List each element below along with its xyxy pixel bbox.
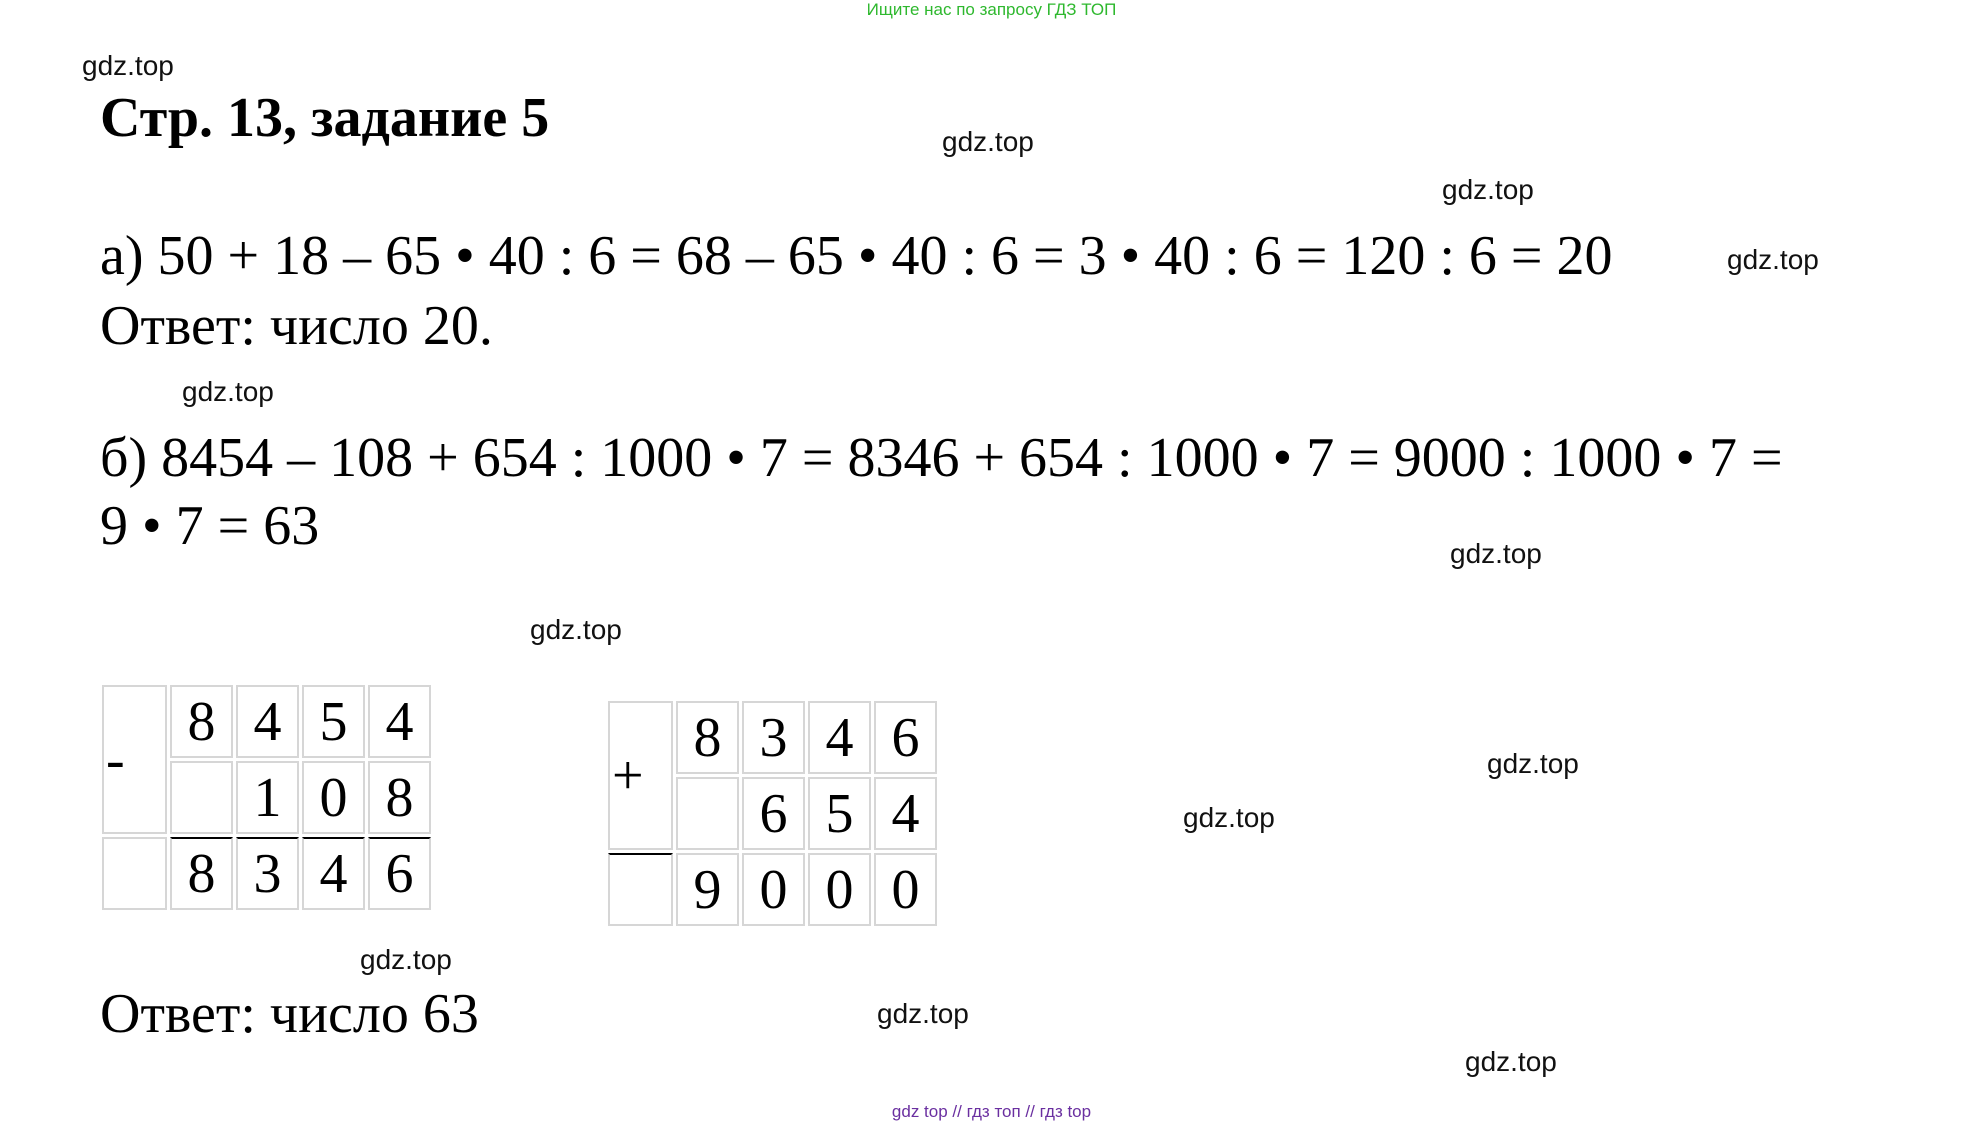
add-result-empty [608, 853, 673, 926]
add-result-digit: 9 [676, 853, 739, 926]
watermark: gdz.top [82, 50, 174, 81]
part-b-answer: Ответ: число 63 [100, 983, 479, 1045]
sub-row2-digit [170, 761, 233, 834]
footer-links: gdz top // гдз топ // гдз top [891, 1102, 1092, 1121]
sub-result-digit: 8 [170, 837, 233, 910]
page-title: Стр. 13, задание 5 [100, 87, 550, 149]
part-b-expression-line1: б) 8454 – 108 + 654 : 1000 • 7 = 8346 + 654 : 1000 • 7 = 9000 : 1000 • 7 = [100, 427, 1783, 489]
part-a-answer: Ответ: число 20. [100, 295, 493, 357]
sub-row1-digit: 8 [170, 685, 233, 758]
add-row1-digit: 8 [676, 701, 739, 774]
watermark: gdz.top [360, 944, 452, 975]
sub-row2-digit: 1 [236, 761, 299, 834]
minus-sign: - [102, 685, 167, 834]
sub-row2-digit: 8 [368, 761, 431, 834]
addition-column [605, 698, 940, 929]
add-row1-digit: 3 [742, 701, 805, 774]
search-banner: Ищите нас по запросу ГДЗ ТОП [866, 0, 1117, 19]
sub-result-digit: 6 [368, 837, 431, 910]
sub-result-empty [102, 837, 167, 910]
watermark: gdz.top [1465, 1046, 1557, 1077]
watermark: gdz.top [1442, 174, 1534, 205]
add-result-digit: 0 [874, 853, 937, 926]
watermark: gdz.top [1487, 748, 1579, 779]
watermark: gdz.top [877, 998, 969, 1029]
sub-row1-digit: 4 [236, 685, 299, 758]
add-result-digit: 0 [742, 853, 805, 926]
part-a-expression: а) 50 + 18 – 65 • 40 : 6 = 68 – 65 • 40 : 6 = 3 • 40 : 6 = 120 : 6 = 20 [100, 225, 1613, 287]
sub-result-digit: 4 [302, 837, 365, 910]
add-row2-digit: 5 [808, 777, 871, 850]
watermark: gdz.top [942, 126, 1034, 157]
add-row2-digit: 6 [742, 777, 805, 850]
add-row2-digit: 4 [874, 777, 937, 850]
add-row1-digit: 6 [874, 701, 937, 774]
watermark: gdz.top [1450, 538, 1542, 569]
add-result-digit: 0 [808, 853, 871, 926]
add-row2-digit [676, 777, 739, 850]
subtraction-column [99, 682, 434, 913]
sub-row1-digit: 4 [368, 685, 431, 758]
watermark: gdz.top [182, 376, 274, 407]
part-b-expression-line2: 9 • 7 = 63 [100, 495, 320, 557]
plus-sign: + [608, 701, 673, 850]
sub-row2-digit: 0 [302, 761, 365, 834]
add-row1-digit: 4 [808, 701, 871, 774]
sub-row1-digit: 5 [302, 685, 365, 758]
watermark: gdz.top [1727, 244, 1819, 275]
sub-result-digit: 3 [236, 837, 299, 910]
watermark: gdz.top [1183, 802, 1275, 833]
watermark: gdz.top [530, 614, 622, 645]
